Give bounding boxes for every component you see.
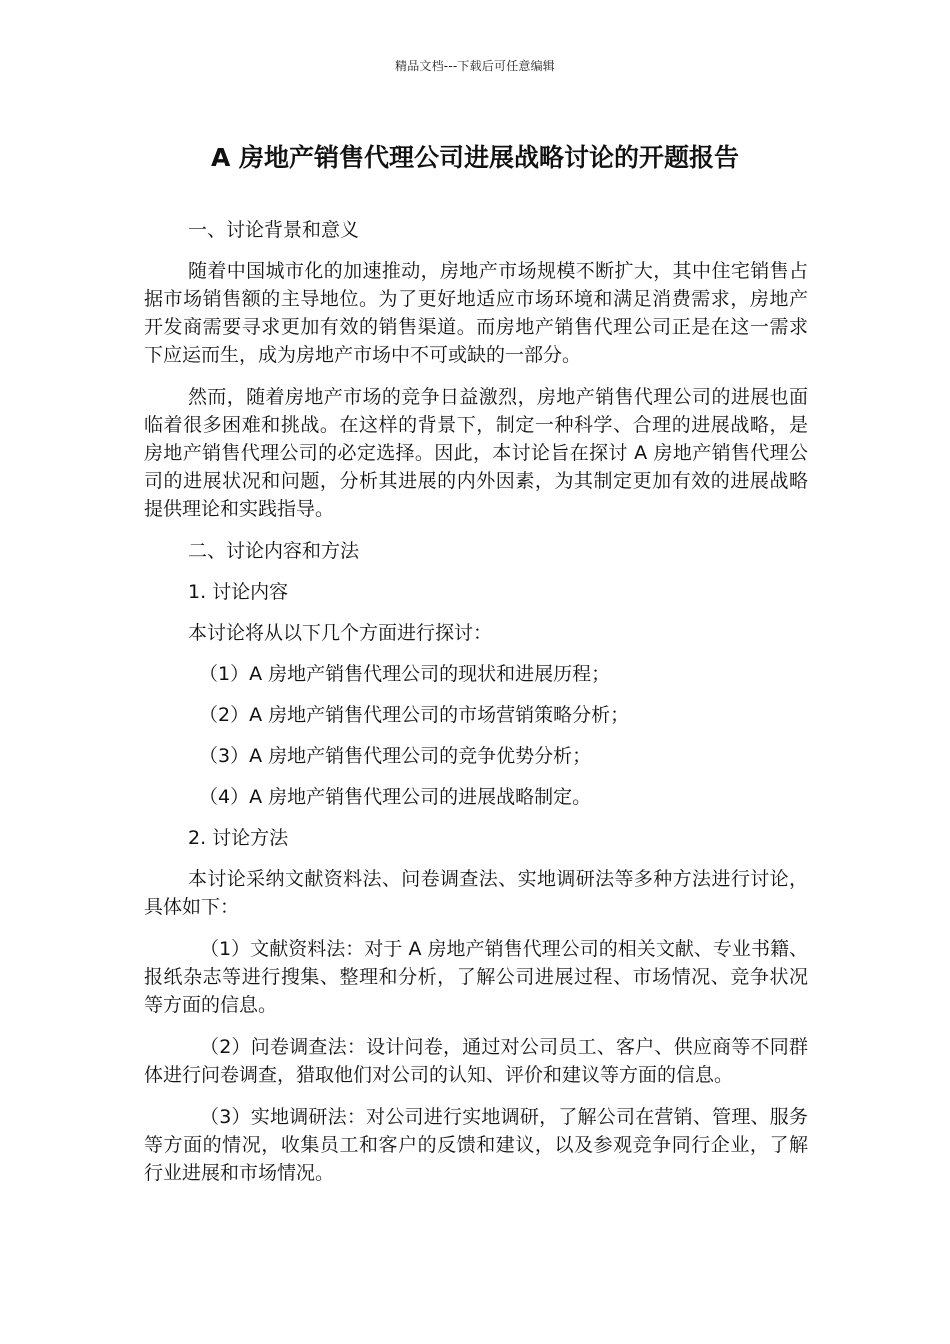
document-body xyxy=(144,216,808,1201)
section-heading-content-method: 二、讨论内容和方法 xyxy=(188,540,360,562)
paragraph-background-2: 然而，随着房地产市场的竞争日益激烈，房地产销售代理公司的进展也面临着很多困难和挑战。在这样的背景下，制定一种科学、合理的进展战略，是房地产销售代理公司的必定选择。因此，本讨论旨在探讨 A 房地产销售代理公司的进展状况和问题，分析其进展的内外因素，为其制定更加有效的进展战略提供理论和实践指导。 xyxy=(144,386,808,520)
list-item-content: （1）A 房地产销售代理公司的现状和进展历程； xyxy=(199,663,611,685)
list-item-content: （2）A 房地产销售代理公司的市场营销策略分析； xyxy=(199,704,630,726)
document-title: A 房地产销售代理公司进展战略讨论的开题报告 xyxy=(210,143,740,172)
paragraph-background-1: 随着中国城市化的加速推动，房地产市场规模不断扩大，其中住宅销售占据市场销售额的主导地位。为了更好地适应市场环境和满足消费需求，房地产开发商需要寻求更加有效的销售渠道。而房地产销售代理公司正是在这一需求下应运而生，成为房地产市场中不可或缺的一部分。 xyxy=(144,260,808,366)
paragraph-content-intro: 本讨论将从以下几个方面进行探讨： xyxy=(188,622,493,644)
subheading-method: 2. 讨论方法 xyxy=(188,827,289,849)
list-item-content: （4）A 房地产销售代理公司的进展战略制定。 xyxy=(199,786,592,808)
method-item-questionnaire: （2）问卷调查法：设计问卷，通过对公司员工、客户、供应商等不同群体进行问卷调查，猎取他们对公司的认知、评价和建议等方面的信息。 xyxy=(144,1036,808,1086)
section-heading-background: 一、讨论背景和意义 xyxy=(188,219,360,241)
page-header-note: 精品文档---下载后可任意编辑 xyxy=(395,59,555,73)
method-item-field-research: （3）实地调研法：对公司进行实地调研，了解公司在营销、管理、服务等方面的情况，收集员工和客户的反馈和建议，以及参观竞争同行企业，了解行业进展和市场情况。 xyxy=(144,1106,808,1184)
subheading-content: 1. 讨论内容 xyxy=(188,581,289,603)
list-item-content: （3）A 房地产销售代理公司的竞争优势分析； xyxy=(199,745,592,767)
paragraph-methods-intro: 本讨论采纳文献资料法、问卷调查法、实地调研法等多种方法进行讨论，具体如下： xyxy=(144,868,808,918)
method-item-literature: （1）文献资料法：对于 A 房地产销售代理公司的相关文献、专业书籍、报纸杂志等进行搜集、整理和分析，了解公司进展过程、市场情况、竞争状况等方面的信息。 xyxy=(144,938,808,1016)
